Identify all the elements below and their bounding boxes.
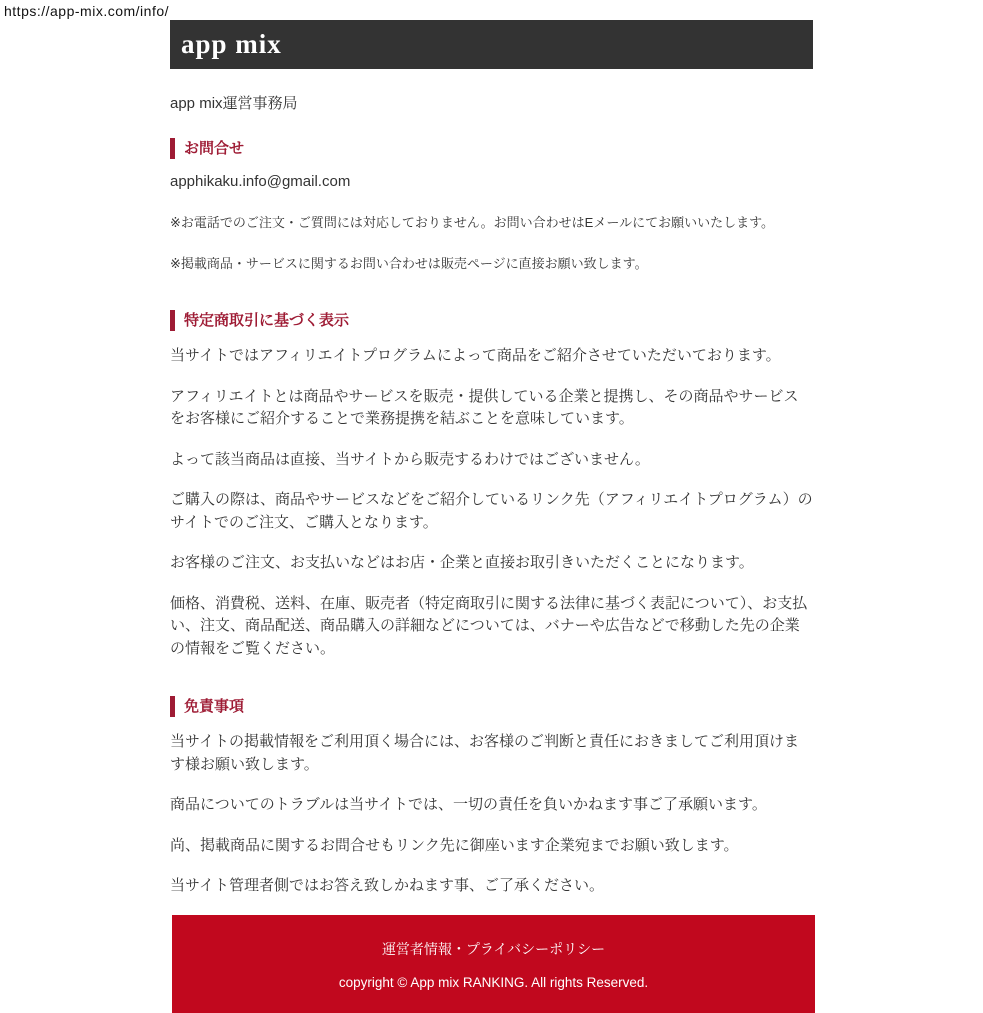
- section-accent-bar: [170, 696, 175, 717]
- section-heading-tokutei: [170, 310, 813, 331]
- tokutei-paragraphs: [170, 345, 813, 660]
- site-footer: [172, 915, 815, 1013]
- contact-note-phone: ※お電話でのご注文・ご質問には対応しておりません。お問い合わせはEメールにてお願いいたします。: [170, 215, 775, 230]
- disclaimer-paragraph: 尚、掲載商品に関するお問合せもリンク先に御座います企業宛までお願い致します。: [170, 836, 739, 854]
- operator-name: app mix運営事務局: [170, 95, 298, 112]
- tokutei-paragraph: 当サイトではアフィリエイトプログラムによって商品をご紹介させていただいております。: [170, 347, 781, 364]
- tokutei-paragraph: お客様のご注文、お支払いなどはお店・企業と直接お取引きいただくことになります。: [170, 554, 754, 571]
- tokutei-paragraph: ご購入の際は、商品やサービスなどをご紹介しているリンク先（アフィリエイトプログラム）のサイトでのご注文、ご購入となります。: [170, 491, 813, 531]
- contact-email: apphikaku.info@gmail.com: [170, 173, 351, 190]
- footer-privacy-policy-link[interactable]: 運営者情報・プライバシーポリシー: [381, 941, 606, 957]
- site-header-banner[interactable]: [170, 20, 813, 69]
- disclaimer-paragraph: 当サイトの掲載情報をご利用頂く場合には、お客様のご判断と責任におきましてご利用頂けます様お願い致します。: [170, 733, 799, 773]
- disclaimer-paragraphs: [170, 731, 813, 898]
- disclaimer-paragraph: 商品についてのトラブルは当サイトでは、一切の責任を負いかねます事ご了承願います。: [170, 796, 767, 813]
- tokutei-paragraph: 価格、消費税、送料、在庫、販売者（特定商取引に関する法律に基づく表記について）、お支払い、注文、商品配送、商品購入の詳細などについては、バナーや広告などで移動した先の企業の情報をご覧ください。: [170, 594, 808, 657]
- contact-note-products: ※掲載商品・サービスに関するお問い合わせは販売ページに直接お願い致します。: [170, 256, 648, 271]
- section-heading-disclaimer: [170, 696, 813, 717]
- footer-copyright: copyright © App mix RANKING. All rights Reserved.: [338, 975, 649, 990]
- section-heading-tokutei-label: 特定商取引に基づく表示: [184, 312, 350, 329]
- section-accent-bar: [170, 138, 175, 159]
- tokutei-paragraph: アフィリエイトとは商品やサービスを販売・提供している企業と提携し、その商品やサービスをお客様にご紹介することで業務提携を結ぶことを意味しています。: [170, 387, 799, 427]
- page-content: [170, 0, 813, 898]
- disclaimer-paragraph: 当サイト管理者側ではお答え致しかねます事、ご了承ください。: [170, 877, 604, 894]
- browser-url: https://app-mix.com/info/: [4, 3, 170, 19]
- section-heading-contact: [170, 138, 813, 159]
- section-heading-disclaimer-label: 免責事項: [184, 698, 245, 715]
- site-title: app mix: [181, 29, 282, 59]
- section-heading-contact-label: お問合せ: [184, 140, 245, 157]
- section-accent-bar: [170, 310, 175, 331]
- tokutei-paragraph: よって該当商品は直接、当サイトから販売するわけではございません。: [170, 450, 650, 468]
